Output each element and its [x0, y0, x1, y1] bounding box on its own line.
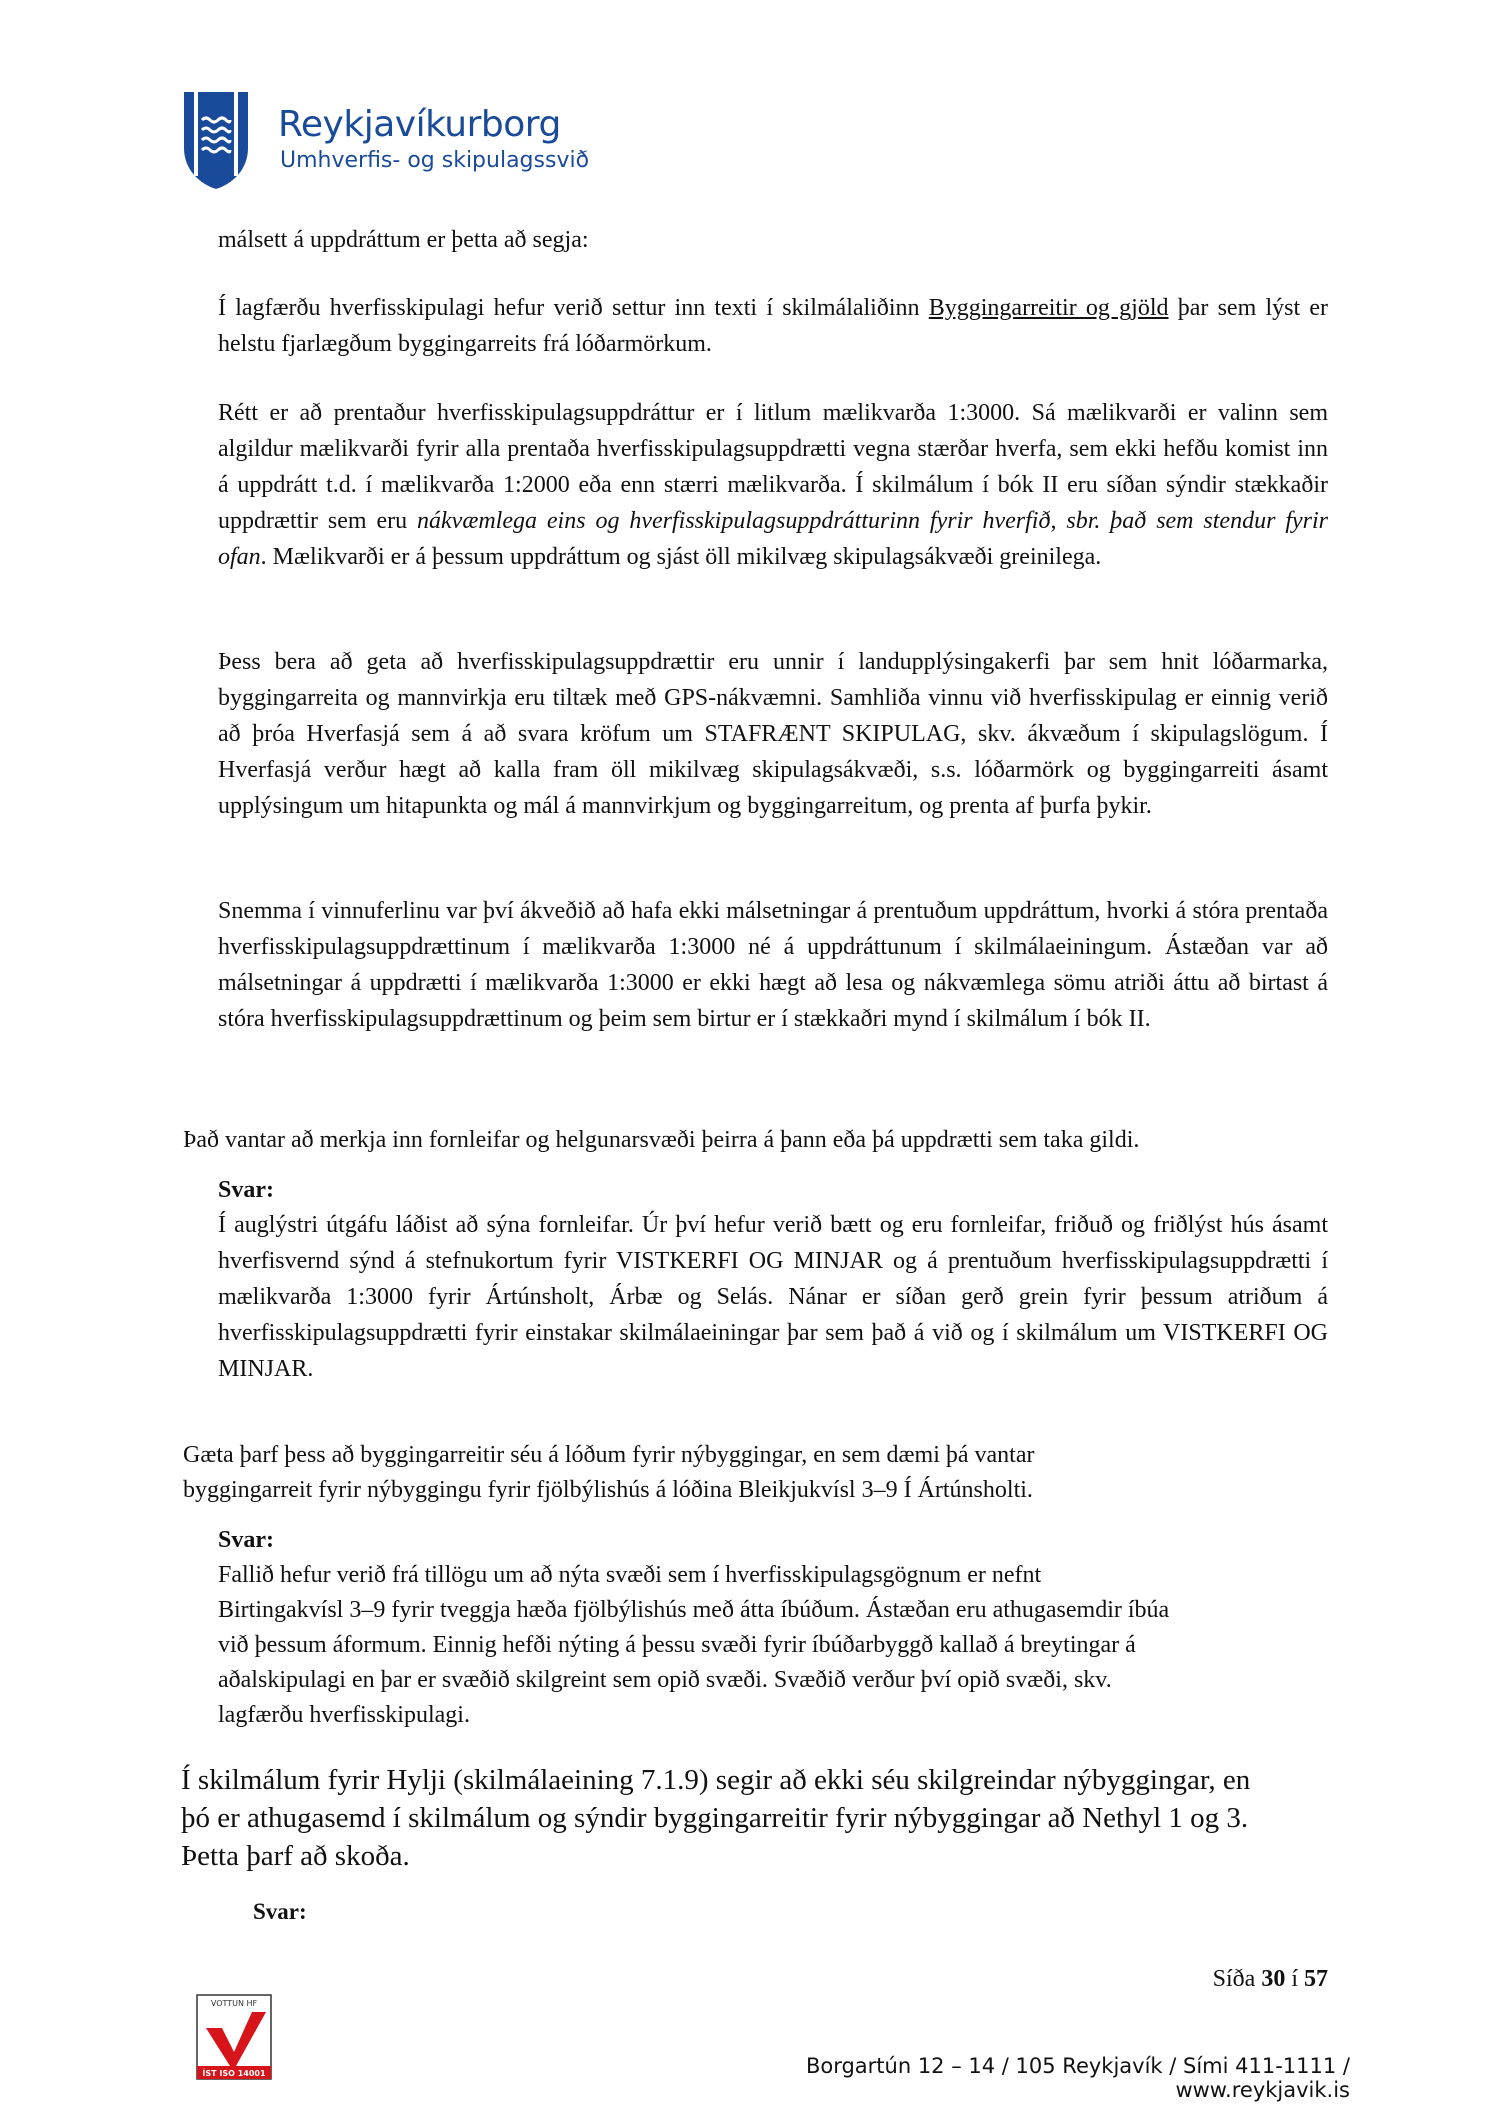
page-number [1200, 1966, 1328, 1993]
paragraph-1-text-b: þar sem lýst er helstu fjarlægðum byggingarreits frá lóðarmörkum. [218, 295, 1329, 357]
department-name: Umhverfis- og skipulagssvið [280, 148, 590, 173]
question-3-line-1: Í skilmálum fyrir Hylji (skilmálaeining 7.1.9) segir að ekki séu skilgreindar nýbyggingar, en [181, 1764, 1251, 1796]
paragraph-3: Þess bera að geta að hverfisskipulagsuppdrættir eru unnir í landupplýsingakerfi þar sem hnit lóðarmarka, byggingarreita og mannvirkja eru tiltæk með GPS-nákvæmni. Samhliða vinnu við hverfisskipulag er einnig verið að þróa Hverfasjá sem á að svara kröfum um STAFRÆNT SKIPULAG, skv. ákvæðum í skipulagslögum. Í Hverfasjá verður hægt að kalla fram öll mikilvæg skipulagsákvæði, s.s. lóðarmörk og byggingarreiti ásamt upplýsingum um hitapunkta og mál á mannvirkjum og byggingarreitum, og prenta af þurfa þykir. [218, 649, 1328, 819]
paragraph-2-italic: nákvæmlega eins og hverfisskipulagsuppdrátturinn fyrir hverfið, sbr. það sem stendur fyrir ofan [218, 508, 1328, 570]
question-1: Það vantar að merkja inn fornleifar og helgunarsvæði þeirra á þann eða þá uppdrætti sem taka gildi. [183, 1127, 1140, 1153]
cert-bottom-text: ÍST ISO 14001 [202, 2069, 266, 2078]
answer-2-line-4: aðalskipulagi en þar er svæðið skilgreint sem opið svæði. Svæðið verður því opið svæði, skv. [218, 1667, 1112, 1693]
question-3-line-3: Þetta þarf að skoða. [181, 1840, 410, 1872]
page-prefix: Síða [1212, 1966, 1262, 1992]
paragraph-intro: málsett á uppdráttum er þetta að segja: [218, 227, 589, 253]
paragraph-2-text-a: Rétt er að prentaður hverfisskipulagsuppdráttur er í litlum mælikvarða 1:3000. Sá mælikvarði er valinn sem algildur mælikvarði fyrir alla prentaða hverfisskipulagsuppdrætti vegna stærðar hverfa, sem ekki hefðu komist inn á uppdrátt t.d. í mælikvarða 1:2000 eða enn stærri mælikvarða. Í skilmálum í bók II eru síðan sýndir stækkaðir uppdrættir sem eru [218, 400, 1328, 534]
paragraph-2-text-b: . Mælikvarði er á þessum uppdráttum og sjást öll mikilvæg skipulagsákvæði greinilega. [260, 544, 1102, 570]
answer-1: Í auglýstri útgáfu láðist að sýna fornleifar. Úr því hefur verið bætt og eru fornleifar, friðuð og friðlýst hús ásamt hverfisvernd sýnd á stefnukortum fyrir VISTKERFI OG MINJAR og á prentuðum hverfisskipulagsuppdrætti í mælikvarða 1:3000 fyrir Ártúnsholt, Árbæ og Selás. Nánar er síðan gerð grein fyrir þessum atriðum á hverfisskipulagsuppdrætti fyrir einstakar skilmálaeiningar þar sem það á við og í skilmálum um VISTKERFI OG MINJAR. [218, 1212, 1328, 1382]
answer-label-2: Svar: [218, 1527, 274, 1553]
answer-2-line-3: við þessum áformum. Einnig hefði nýting á þessu svæði fyrir íbúðarbyggð kallað á breytingar á [218, 1632, 1136, 1658]
paragraph-2 [218, 395, 1328, 575]
answer-2-line-1: Fallið hefur verið frá tillögu um að nýta svæði sem í hverfisskipulagsgögnum er nefnt [218, 1562, 1042, 1588]
answer-2-line-2: Birtingakvísl 3–9 fyrir tveggja hæða fjölbýlishús með átta íbúðum. Ástæðan eru athugasemdir íbúa [218, 1597, 1170, 1623]
checkmark-certification-icon [196, 1994, 272, 2080]
paragraph-1 [218, 290, 1328, 362]
answer-2-line-5: lagfærðu hverfisskipulagi. [218, 1702, 470, 1728]
skilmalalidur-reference: Byggingarreitir og gjöld [928, 295, 1169, 321]
question-2-line-2: byggingarreit fyrir nýbyggingu fyrir fjölbýlishús á lóðina Bleikjukvísl 3–9 Í Ártúnsholti. [183, 1477, 1033, 1503]
answer-label-3: Svar: [253, 1899, 307, 1924]
question-2-line-1: Gæta þarf þess að byggingarreitir séu á lóðum fyrir nýbyggingar, en sem dæmi þá vantar [183, 1442, 1035, 1468]
footer-address: Borgartún 12 – 14 / 105 Reykjavík / Sími 411-1111 / www.reykjavik.is [805, 2054, 1350, 2102]
question-3-line-2: þó er athugasemd í skilmálum og sýndir byggingarreitir fyrir nýbyggingar að Nethyl 1 og 3. [181, 1802, 1249, 1834]
page-current: 30 [1261, 1966, 1286, 1992]
page-total: 57 [1304, 1966, 1328, 1992]
org-name: Reykjavíkurborg [278, 104, 561, 145]
reykjavik-shield-icon [182, 90, 250, 190]
page-sep: í [1285, 1966, 1304, 1992]
answer-label-1: Svar: [218, 1177, 274, 1203]
paragraph-1-text-a: Í lagfærðu hverfisskipulagi hefur verið settur inn texti í skilmálaliðinn [218, 295, 929, 321]
cert-top-text: VOTTUN HF [210, 1999, 258, 2008]
paragraph-4: Snemma í vinnuferlinu var því ákveðið að hafa ekki málsetningar á prentuðum uppdráttum, hvorki á stóra prentaða hverfisskipulagsuppdrættinum í mælikvarða 1:3000 né á uppdráttunum í skilmálaeiningum. Ástæðan var að málsetningar á uppdrætti í mælikvarða 1:3000 er ekki hægt að lesa og nákvæmlega sömu atriði áttu að birtast á stóra hverfisskipulagsuppdrættinum og þeim sem birtur er í stækkaðri mynd í skilmálum í bók II. [218, 898, 1328, 1032]
